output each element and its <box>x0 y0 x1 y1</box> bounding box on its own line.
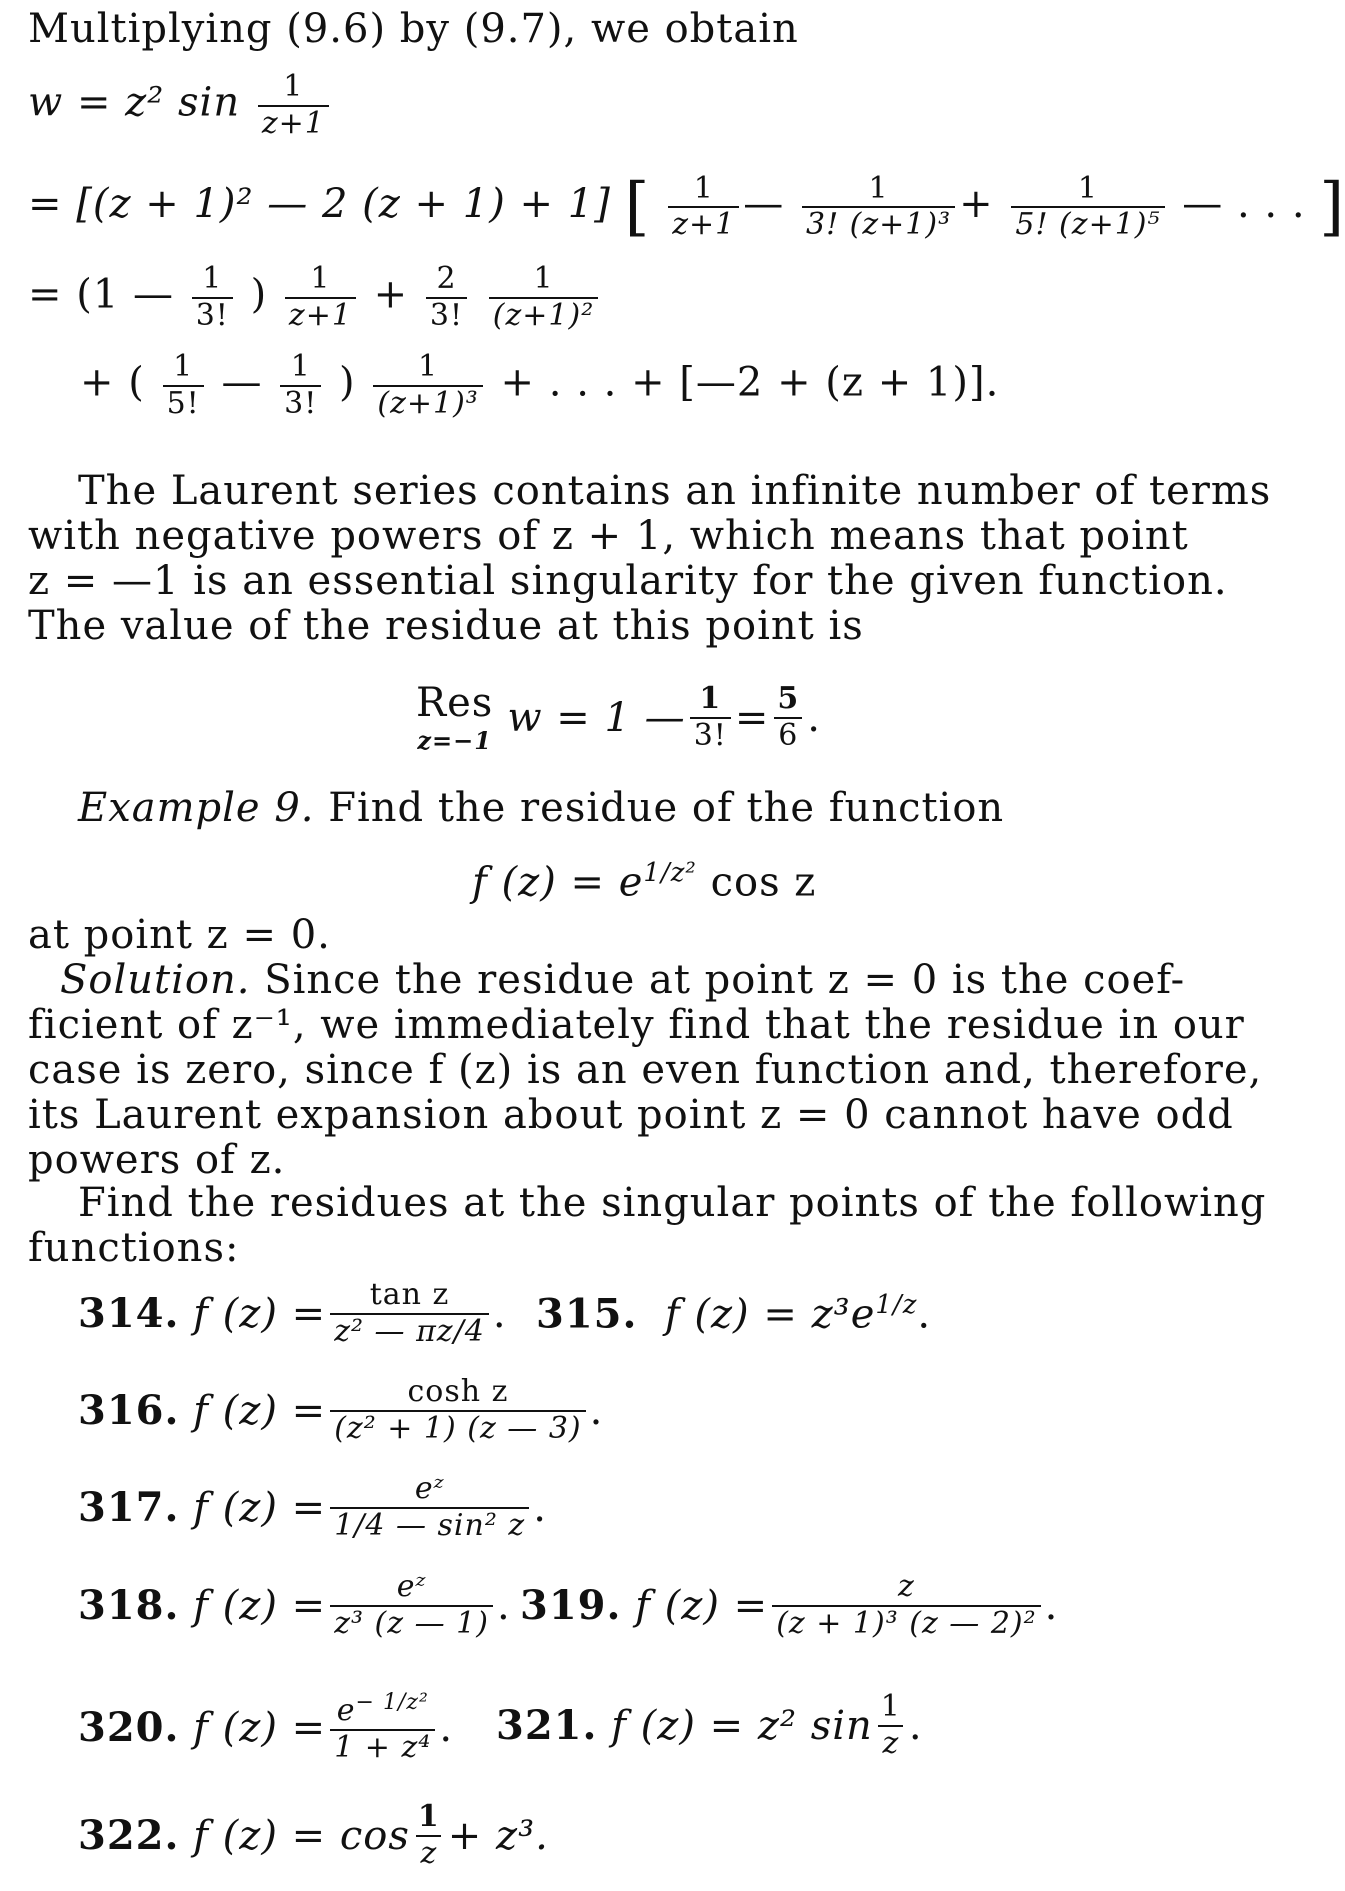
problem-317-end: . <box>533 1484 547 1531</box>
example-label: Example 9. <box>78 785 315 831</box>
eq3-prefix: = (1 — <box>28 271 174 318</box>
problem-318-end: . <box>496 1582 511 1629</box>
eq2-close-bracket: ] <box>1319 170 1345 244</box>
eq2-t1-denominator: z+1 <box>668 206 739 243</box>
problem-318-lhs: f (z) = <box>193 1582 327 1629</box>
problem-318-numerator: eᶻ <box>396 1569 427 1604</box>
residue-f2-numerator: 5 <box>777 681 800 716</box>
problem-319 <box>520 1570 1058 1641</box>
problem-317-fraction <box>330 1472 529 1543</box>
problem-320-exponent: − 1/z² <box>355 1690 429 1715</box>
problem-322-expr: f (z) = cos <box>193 1812 410 1859</box>
problem-322 <box>78 1800 549 1871</box>
eq4-f2-denominator: 3! <box>280 385 321 422</box>
eq4-fraction-3 <box>373 350 482 421</box>
problem-318-fraction <box>330 1570 493 1641</box>
solution-line-2: ficient of z⁻¹, we immediately find that the residue in our <box>28 1002 1245 1048</box>
problem-320-fraction <box>330 1690 435 1765</box>
problem-321-end: . <box>908 1702 923 1749</box>
residue-subscript: z=−1 <box>417 726 492 755</box>
solution-text-1: Since the residue at point z = 0 is the coef- <box>264 957 1186 1003</box>
residue-f1-denominator: 3! <box>690 717 731 754</box>
problem-322-numerator: 1 <box>417 1799 440 1834</box>
problem-318-denominator: z³ (z — 1) <box>330 1605 493 1642</box>
eq1-fraction <box>258 70 329 141</box>
eq1-denominator: z+1 <box>258 105 329 142</box>
intro-line: Multiplying (9.6) by (9.7), we obtain <box>28 6 799 52</box>
problem-316-fraction <box>330 1375 585 1446</box>
residue-end: . <box>807 694 821 741</box>
eq2-t3-numerator: 1 <box>1077 170 1098 206</box>
eq2-term-1 <box>668 172 739 243</box>
problem-318 <box>78 1570 511 1641</box>
problem-316-end: . <box>589 1387 604 1434</box>
residue-equals: = <box>734 694 770 741</box>
residue-fraction-2 <box>773 682 803 753</box>
eq4-minus: — <box>221 359 263 406</box>
problem-320-base: e <box>336 1693 356 1728</box>
para1-line-3: z = —1 is an essential singularity for the given function. <box>28 558 1228 604</box>
eq2-t2-denominator: 3! (z+1)³ <box>802 206 955 243</box>
eq4-f3-numerator: 1 <box>418 349 439 384</box>
problem-321-expr: f (z) = z² sin <box>611 1702 873 1749</box>
problem-317-number: 317. <box>78 1484 180 1531</box>
problem-319-denominator: (z + 1)³ (z — 2)² <box>772 1605 1040 1642</box>
residue-word: Res <box>416 680 494 726</box>
problem-316-lhs: f (z) = <box>193 1387 327 1434</box>
problem-319-lhs: f (z) = <box>635 1582 769 1629</box>
problem-317 <box>78 1472 547 1543</box>
problem-314-end: . <box>492 1290 507 1337</box>
residue-operator <box>416 680 493 755</box>
eq2-t3-denominator: 5! (z+1)⁵ <box>1011 206 1164 243</box>
problem-314-denominator: z² — πz/4 <box>330 1313 489 1350</box>
equation-line-3 <box>28 262 602 333</box>
problem-319-numerator: z <box>898 1569 915 1604</box>
problem-317-lhs: f (z) = <box>193 1484 327 1531</box>
eq2-tail: — . . . <box>1182 181 1306 227</box>
solution-label: Solution. <box>60 957 251 1003</box>
eq4-f2-numerator: 1 <box>290 349 311 384</box>
solution-line-1 <box>60 957 1185 1003</box>
problem-320-number: 320. <box>78 1704 180 1751</box>
problem-321-fraction <box>877 1690 905 1761</box>
problem-314-number: 314. <box>78 1290 180 1337</box>
problem-321-number: 321. <box>496 1702 598 1749</box>
problem-316-number: 316. <box>78 1387 180 1434</box>
problem-315 <box>536 1290 931 1337</box>
para1-line-2: with negative powers of z + 1, which means that point <box>28 513 1189 559</box>
task-line-1: Find the residues at the singular points of the following <box>78 1180 1267 1226</box>
problem-317-numerator: eᶻ <box>414 1471 445 1506</box>
problem-320-end: . <box>439 1704 454 1751</box>
equation-line-4 <box>80 350 999 421</box>
problem-316-numerator: cosh z <box>407 1374 509 1409</box>
problem-319-end: . <box>1044 1582 1059 1629</box>
eq3-f3-numerator: 2 <box>436 261 457 296</box>
eq3-plus: + <box>373 271 409 318</box>
eq4-tail: + . . . + [—2 + (z + 1)]. <box>500 359 1000 406</box>
eq4-f3-denominator: (z+1)³ <box>373 385 482 422</box>
problem-314-fraction <box>330 1278 489 1349</box>
residue-expr: w = 1 — <box>507 694 686 741</box>
residue-formula <box>416 680 821 755</box>
problem-314-numerator: tan z <box>369 1277 450 1312</box>
eq2-t1-numerator: 1 <box>693 170 714 206</box>
example-at-point: at point z = 0. <box>28 912 331 958</box>
eq3-f4-denominator: (z+1)² <box>489 297 598 334</box>
eq3-f2-denominator: z+1 <box>285 297 356 334</box>
problem-320-denominator: 1 + z⁴ <box>330 1729 435 1766</box>
residue-fraction-1 <box>690 682 731 753</box>
eq2-prefix: = [(z + 1)² — 2 (z + 1) + 1] <box>28 181 611 227</box>
problem-320-lhs: f (z) = <box>193 1704 327 1751</box>
para1-line-1: The Laurent series contains an infinite number of terms <box>78 468 1272 514</box>
problem-321-denominator: z <box>878 1725 903 1762</box>
eq4-f1-numerator: 1 <box>173 349 194 384</box>
example-text: Find the residue of the function <box>328 785 1005 831</box>
para1-line-4: The value of the residue at this point is <box>28 603 864 649</box>
example-formula-exponent: 1/z² <box>643 858 697 888</box>
eq4-f1-denominator: 5! <box>163 385 204 422</box>
problem-314-lhs: f (z) = <box>193 1290 327 1337</box>
residue-f2-denominator: 6 <box>774 717 802 754</box>
problem-316 <box>78 1375 603 1446</box>
problem-321 <box>496 1690 923 1761</box>
eq3-f1-denominator: 3! <box>192 297 233 334</box>
eq2-term-3 <box>1011 172 1164 243</box>
solution-line-4: its Laurent expansion about point z = 0 cannot have odd <box>28 1092 1234 1138</box>
eq3-fraction-1 <box>192 262 233 333</box>
problem-321-numerator: 1 <box>880 1689 901 1724</box>
eq1-numerator: 1 <box>283 69 304 104</box>
eq3-fraction-3 <box>426 262 467 333</box>
problem-315-number: 315. <box>536 1290 638 1338</box>
problem-322-denominator: z <box>416 1835 441 1872</box>
eq4-close-paren: ) <box>339 359 356 406</box>
problem-320 <box>78 1690 453 1765</box>
problem-318-number: 318. <box>78 1582 180 1629</box>
eq2-t2-numerator: 1 <box>868 170 889 206</box>
eq3-f4-numerator: 1 <box>533 261 554 296</box>
equation-line-1 <box>28 70 333 141</box>
example-formula <box>472 858 816 905</box>
problem-322-tail: + z³. <box>447 1812 549 1859</box>
eq3-fraction-4 <box>489 262 598 333</box>
problem-317-denominator: 1/4 — sin² z <box>330 1507 529 1544</box>
example-line <box>78 785 1004 831</box>
problem-322-fraction <box>414 1800 444 1871</box>
problem-315-expr: f (z) = z³e <box>664 1291 876 1338</box>
problem-320-numerator <box>333 1690 433 1729</box>
problem-315-end: . <box>917 1291 932 1338</box>
example-formula-base: f (z) = e <box>472 859 644 906</box>
eq1-lhs: w = z² sin <box>28 79 241 126</box>
equation-line-2: = [(z + 1)² — 2 (z + 1) + 1] [ $\frac{1}{z+1}$ — $\frac{1}{\text{3! (z+1)³}}$ + $\frac{1}{\text{5! (z+1)⁵}}$ — . . . ] <box>28 170 1345 244</box>
problem-316-denominator: (z² + 1) (z — 3) <box>330 1410 585 1447</box>
eq3-f1-numerator: 1 <box>202 261 223 296</box>
eq3-f3-denominator: 3! <box>426 297 467 334</box>
problem-319-fraction <box>772 1570 1040 1641</box>
eq3-close-paren: ) <box>250 271 268 318</box>
eq3-f2-numerator: 1 <box>310 261 331 296</box>
problem-322-number: 322. <box>78 1812 180 1859</box>
solution-line-3: case is zero, since f (z) is an even function and, therefore, <box>28 1047 1263 1093</box>
eq4-fraction-1 <box>163 350 204 421</box>
problem-315-exponent: 1/z <box>875 1290 918 1320</box>
problem-314 <box>78 1278 507 1349</box>
residue-f1-numerator: 1 <box>699 681 722 716</box>
eq2-open-bracket: [ <box>624 170 651 244</box>
eq3-fraction-2 <box>285 262 356 333</box>
eq4-prefix: + ( <box>80 359 145 406</box>
example-formula-tail: cos z <box>710 859 817 906</box>
eq2-term-2 <box>802 172 955 243</box>
eq4-fraction-2 <box>280 350 321 421</box>
problem-319-number: 319. <box>520 1582 622 1629</box>
solution-line-5: powers of z. <box>28 1137 286 1183</box>
task-line-2: functions: <box>28 1225 240 1271</box>
